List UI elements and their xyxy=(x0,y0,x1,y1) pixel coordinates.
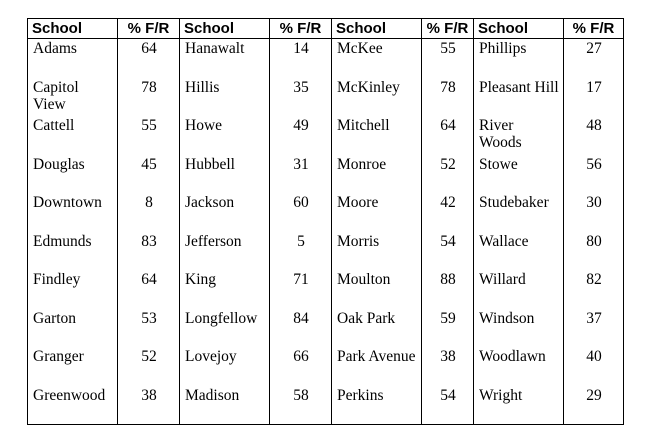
school-name-cell: Jefferson xyxy=(180,232,270,271)
school-name-cell: Lovejoy xyxy=(180,347,270,386)
school-name-cell: Wallace xyxy=(474,232,564,271)
school-name-cell: Monroe xyxy=(332,155,422,194)
pct-fr-cell: 5 xyxy=(270,232,332,271)
school-name-cell: Hillis xyxy=(180,78,270,117)
pct-fr-cell: 82 xyxy=(564,270,624,309)
table-row xyxy=(28,270,624,309)
school-name-cell: Hanawalt xyxy=(180,39,270,78)
pct-fr-cell: 27 xyxy=(564,39,624,78)
school-name-cell: Granger xyxy=(28,347,118,386)
pct-fr-cell: 31 xyxy=(270,155,332,194)
school-name-cell: Wright xyxy=(474,386,564,425)
pct-fr-cell: 83 xyxy=(118,232,180,271)
school-name-cell: McKee xyxy=(332,39,422,78)
school-name-cell: Windson xyxy=(474,309,564,348)
header-school-2: School xyxy=(180,19,270,39)
school-name-cell: Park Avenue xyxy=(332,347,422,386)
school-name-cell: Mitchell xyxy=(332,116,422,155)
header-pct-2: % F/R xyxy=(270,19,332,39)
pct-fr-cell: 29 xyxy=(564,386,624,425)
pct-fr-cell: 40 xyxy=(564,347,624,386)
school-name-cell: Edmunds xyxy=(28,232,118,271)
header-pct-1: % F/R xyxy=(118,19,180,39)
pct-fr-cell: 80 xyxy=(564,232,624,271)
school-name-cell: Garton xyxy=(28,309,118,348)
table-row xyxy=(28,155,624,194)
pct-fr-cell: 52 xyxy=(422,155,474,194)
school-name-cell: Adams xyxy=(28,39,118,78)
table-row xyxy=(28,347,624,386)
school-name-cell: Howe xyxy=(180,116,270,155)
pct-fr-cell: 55 xyxy=(118,116,180,155)
header-pct-3: % F/R xyxy=(422,19,474,39)
pct-fr-cell: 59 xyxy=(422,309,474,348)
school-name-cell: Capitol View xyxy=(28,78,118,117)
pct-fr-cell: 14 xyxy=(270,39,332,78)
school-name-cell: Woodlawn xyxy=(474,347,564,386)
school-name-cell: Phillips xyxy=(474,39,564,78)
table-row xyxy=(28,116,624,155)
school-name-cell: Greenwood xyxy=(28,386,118,425)
school-fr-table xyxy=(27,18,624,425)
school-name-cell: Oak Park xyxy=(332,309,422,348)
school-name-cell: Perkins xyxy=(332,386,422,425)
pct-fr-cell: 64 xyxy=(118,39,180,78)
pct-fr-cell: 58 xyxy=(270,386,332,425)
school-name-cell: Downtown xyxy=(28,193,118,232)
pct-fr-cell: 45 xyxy=(118,155,180,194)
school-name-cell: Longfellow xyxy=(180,309,270,348)
pct-fr-cell: 54 xyxy=(422,232,474,271)
pct-fr-cell: 35 xyxy=(270,78,332,117)
school-name-cell: Jackson xyxy=(180,193,270,232)
pct-fr-cell: 42 xyxy=(422,193,474,232)
pct-fr-cell: 38 xyxy=(422,347,474,386)
table-row xyxy=(28,39,624,78)
table-row xyxy=(28,78,624,117)
header-pct-4: % F/R xyxy=(564,19,624,39)
table-row xyxy=(28,309,624,348)
school-name-cell: Willard xyxy=(474,270,564,309)
pct-fr-cell: 37 xyxy=(564,309,624,348)
table-row xyxy=(28,386,624,425)
pct-fr-cell: 88 xyxy=(422,270,474,309)
pct-fr-cell: 53 xyxy=(118,309,180,348)
pct-fr-cell: 54 xyxy=(422,386,474,425)
header-school-3: School xyxy=(332,19,422,39)
pct-fr-cell: 64 xyxy=(118,270,180,309)
pct-fr-cell: 66 xyxy=(270,347,332,386)
pct-fr-cell: 78 xyxy=(118,78,180,117)
pct-fr-cell: 17 xyxy=(564,78,624,117)
table-row xyxy=(28,232,624,271)
school-name-cell: King xyxy=(180,270,270,309)
school-name-cell: Douglas xyxy=(28,155,118,194)
pct-fr-cell: 38 xyxy=(118,386,180,425)
school-name-cell: Morris xyxy=(332,232,422,271)
school-name-cell: Madison xyxy=(180,386,270,425)
school-name-cell: River Woods xyxy=(474,116,564,155)
pct-fr-cell: 49 xyxy=(270,116,332,155)
pct-fr-cell: 48 xyxy=(564,116,624,155)
school-name-cell: McKinley xyxy=(332,78,422,117)
school-name-cell: Studebaker xyxy=(474,193,564,232)
pct-fr-cell: 71 xyxy=(270,270,332,309)
pct-fr-cell: 60 xyxy=(270,193,332,232)
pct-fr-cell: 55 xyxy=(422,39,474,78)
header-school-1: School xyxy=(28,19,118,39)
header-row xyxy=(28,19,624,39)
school-name-cell: Pleasant Hill xyxy=(474,78,564,117)
table-body xyxy=(28,39,624,425)
pct-fr-cell: 8 xyxy=(118,193,180,232)
school-name-cell: Hubbell xyxy=(180,155,270,194)
school-name-cell: Cattell xyxy=(28,116,118,155)
table-row xyxy=(28,193,624,232)
pct-fr-cell: 56 xyxy=(564,155,624,194)
pct-fr-cell: 78 xyxy=(422,78,474,117)
school-name-cell: Moore xyxy=(332,193,422,232)
pct-fr-cell: 30 xyxy=(564,193,624,232)
school-name-cell: Stowe xyxy=(474,155,564,194)
school-name-cell: Findley xyxy=(28,270,118,309)
header-school-4: School xyxy=(474,19,564,39)
pct-fr-cell: 84 xyxy=(270,309,332,348)
school-name-cell: Moulton xyxy=(332,270,422,309)
pct-fr-cell: 64 xyxy=(422,116,474,155)
pct-fr-cell: 52 xyxy=(118,347,180,386)
